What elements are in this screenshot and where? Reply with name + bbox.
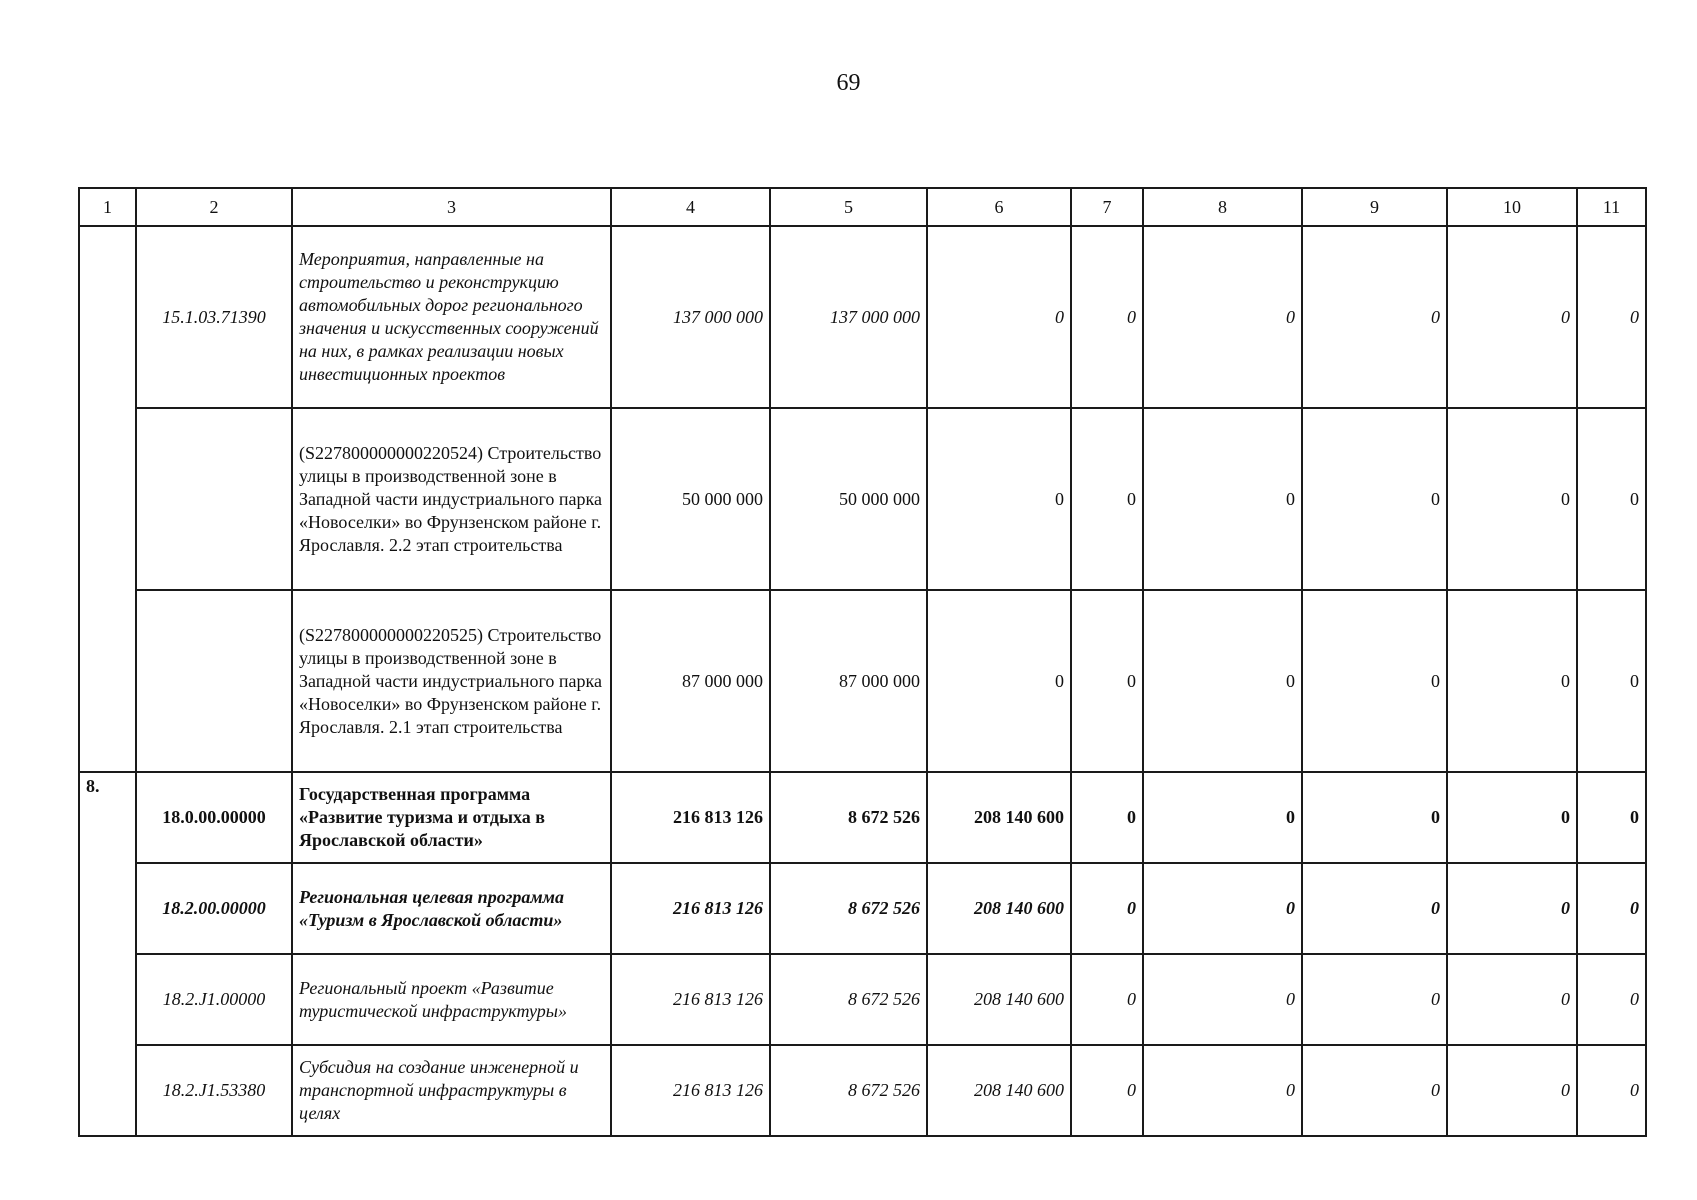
column-header: 5 bbox=[770, 188, 927, 226]
value-cell: 0 bbox=[927, 408, 1071, 590]
value-cell: 0 bbox=[1143, 772, 1302, 863]
value-cell: 0 bbox=[1447, 863, 1577, 954]
value-cell: 0 bbox=[1577, 226, 1646, 408]
table-row bbox=[79, 590, 1646, 772]
value-cell: 0 bbox=[1302, 590, 1447, 772]
value-cell: 0 bbox=[927, 226, 1071, 408]
column-header: 9 bbox=[1302, 188, 1447, 226]
budget-code bbox=[136, 590, 292, 772]
value-cell: 0 bbox=[1071, 772, 1143, 863]
value-cell: 87 000 000 bbox=[770, 590, 927, 772]
value-cell: 0 bbox=[1071, 954, 1143, 1045]
table-row bbox=[79, 1045, 1646, 1136]
value-cell: 208 140 600 bbox=[927, 1045, 1071, 1136]
row-description: (S227800000000220524) Строительство улицы в производственной зоне в Западной части индустриального парка «Новоселки» во Фрунзенском районе г. Ярославля. 2.2 этап строительства bbox=[292, 408, 611, 590]
value-cell: 0 bbox=[1071, 1045, 1143, 1136]
value-cell: 0 bbox=[1071, 863, 1143, 954]
row-index bbox=[79, 226, 136, 772]
row-description: Региональный проект «Развитие туристической инфраструктуры» bbox=[292, 954, 611, 1045]
value-cell: 208 140 600 bbox=[927, 954, 1071, 1045]
value-cell: 87 000 000 bbox=[611, 590, 770, 772]
row-index: 8. bbox=[79, 772, 136, 1136]
table-row bbox=[79, 226, 1646, 408]
value-cell: 50 000 000 bbox=[770, 408, 927, 590]
row-description: Мероприятия, направленные на строительство и реконструкцию автомобильных дорог регионального значения и искусственных сооружений на них, в рамках реализации новых инвестиционных проектов bbox=[292, 226, 611, 408]
value-cell: 0 bbox=[1577, 408, 1646, 590]
row-description: Субсидия на создание инженерной и транспортной инфраструктуры в целях bbox=[292, 1045, 611, 1136]
value-cell: 0 bbox=[1577, 954, 1646, 1045]
value-cell: 8 672 526 bbox=[770, 772, 927, 863]
value-cell: 0 bbox=[1302, 1045, 1447, 1136]
value-cell: 0 bbox=[1302, 863, 1447, 954]
column-header: 11 bbox=[1577, 188, 1646, 226]
value-cell: 0 bbox=[927, 590, 1071, 772]
column-header: 4 bbox=[611, 188, 770, 226]
value-cell: 0 bbox=[1577, 772, 1646, 863]
value-cell: 208 140 600 bbox=[927, 772, 1071, 863]
table-row bbox=[79, 408, 1646, 590]
value-cell: 216 813 126 bbox=[611, 772, 770, 863]
value-cell: 216 813 126 bbox=[611, 863, 770, 954]
value-cell: 8 672 526 bbox=[770, 863, 927, 954]
table-row bbox=[79, 772, 1646, 863]
value-cell: 0 bbox=[1577, 590, 1646, 772]
budget-code: 18.0.00.00000 bbox=[136, 772, 292, 863]
column-header: 1 bbox=[79, 188, 136, 226]
value-cell: 8 672 526 bbox=[770, 954, 927, 1045]
value-cell: 216 813 126 bbox=[611, 1045, 770, 1136]
value-cell: 50 000 000 bbox=[611, 408, 770, 590]
page-number: 69 bbox=[836, 70, 861, 96]
row-description: (S227800000000220525) Строительство улицы в производственной зоне в Западной части индустриального парка «Новоселки» во Фрунзенском районе г. Ярославля. 2.1 этап строительства bbox=[292, 590, 611, 772]
value-cell: 0 bbox=[1447, 954, 1577, 1045]
budget-code: 15.1.03.71390 bbox=[136, 226, 292, 408]
value-cell: 0 bbox=[1577, 1045, 1646, 1136]
table-row bbox=[79, 954, 1646, 1045]
value-cell: 0 bbox=[1447, 590, 1577, 772]
budget-code: 18.2.00.00000 bbox=[136, 863, 292, 954]
value-cell: 8 672 526 bbox=[770, 1045, 927, 1136]
value-cell: 0 bbox=[1447, 226, 1577, 408]
value-cell: 0 bbox=[1447, 408, 1577, 590]
value-cell: 0 bbox=[1302, 408, 1447, 590]
value-cell: 216 813 126 bbox=[611, 954, 770, 1045]
column-header: 8 bbox=[1143, 188, 1302, 226]
value-cell: 0 bbox=[1302, 226, 1447, 408]
column-header: 7 bbox=[1071, 188, 1143, 226]
table-row bbox=[79, 863, 1646, 954]
value-cell: 137 000 000 bbox=[611, 226, 770, 408]
budget-code: 18.2.J1.53380 bbox=[136, 1045, 292, 1136]
value-cell: 0 bbox=[1143, 954, 1302, 1045]
value-cell: 0 bbox=[1143, 1045, 1302, 1136]
value-cell: 0 bbox=[1071, 408, 1143, 590]
column-header: 3 bbox=[292, 188, 611, 226]
value-cell: 0 bbox=[1143, 226, 1302, 408]
header-row bbox=[79, 188, 1646, 226]
value-cell: 0 bbox=[1143, 590, 1302, 772]
budget-code bbox=[136, 408, 292, 590]
value-cell: 0 bbox=[1447, 772, 1577, 863]
row-description: Государственная программа «Развитие туризма и отдыха в Ярославской области» bbox=[292, 772, 611, 863]
budget-table bbox=[78, 187, 1647, 1137]
value-cell: 0 bbox=[1143, 863, 1302, 954]
value-cell: 0 bbox=[1447, 1045, 1577, 1136]
value-cell: 0 bbox=[1071, 590, 1143, 772]
value-cell: 137 000 000 bbox=[770, 226, 927, 408]
value-cell: 0 bbox=[1302, 772, 1447, 863]
value-cell: 0 bbox=[1302, 954, 1447, 1045]
value-cell: 208 140 600 bbox=[927, 863, 1071, 954]
budget-code: 18.2.J1.00000 bbox=[136, 954, 292, 1045]
value-cell: 0 bbox=[1071, 226, 1143, 408]
column-header: 10 bbox=[1447, 188, 1577, 226]
column-header: 2 bbox=[136, 188, 292, 226]
value-cell: 0 bbox=[1143, 408, 1302, 590]
value-cell: 0 bbox=[1577, 863, 1646, 954]
row-description: Региональная целевая программа «Туризм в Ярославской области» bbox=[292, 863, 611, 954]
column-header: 6 bbox=[927, 188, 1071, 226]
